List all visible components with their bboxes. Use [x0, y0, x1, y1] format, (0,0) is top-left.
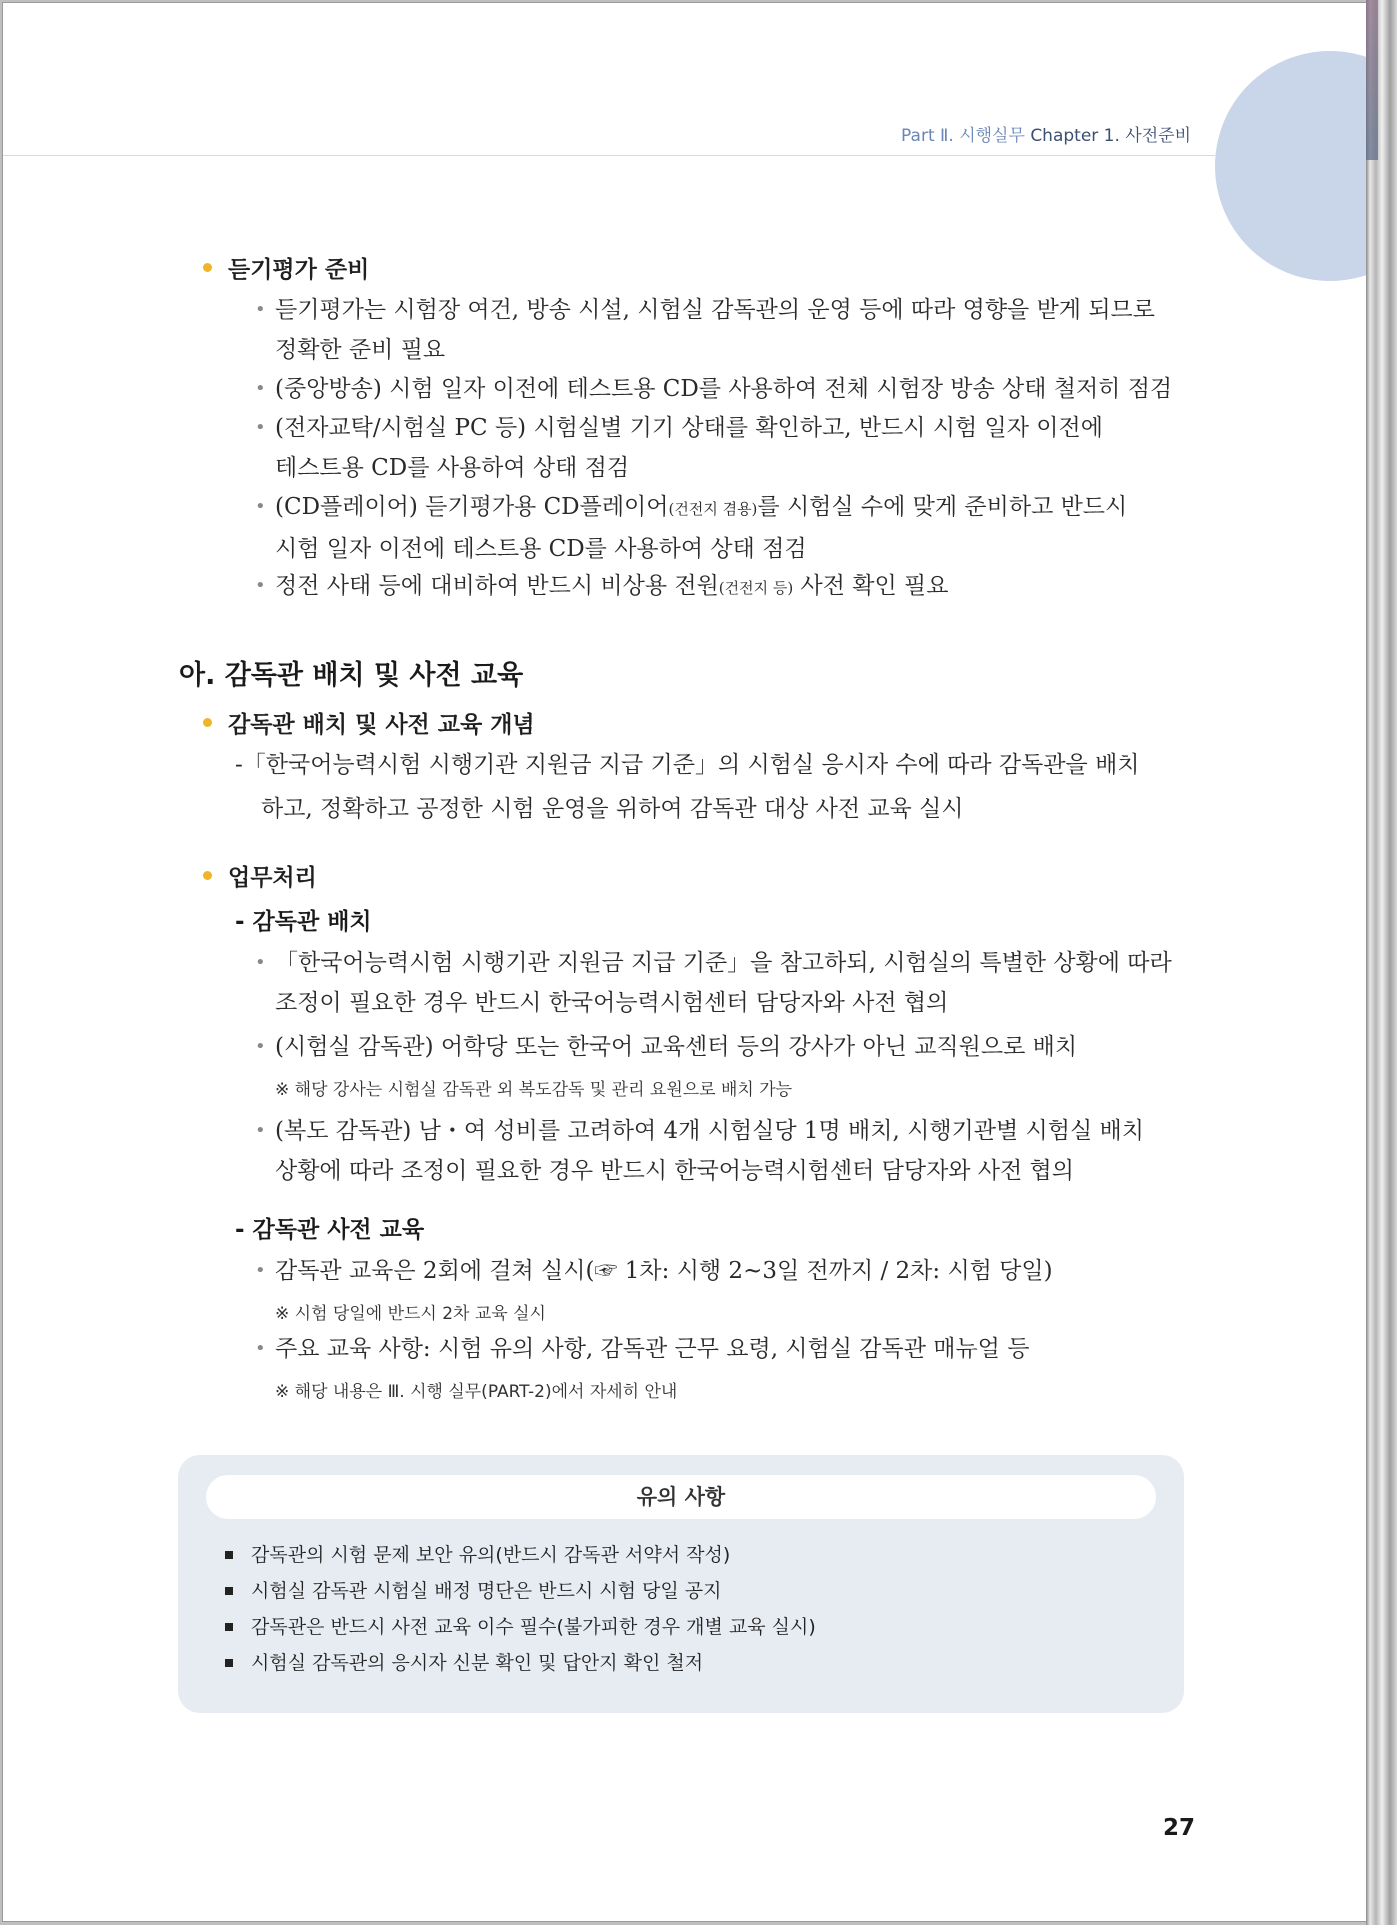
- notice-item: 시험실 감독관의 응시자 신분 확인 및 답안지 확인 철저: [223, 1645, 816, 1681]
- list-item: • (복도 감독관) 남・여 성비를 고려하여 4개 시험실당 1명 배치, 시행기관별 시험실 배치 상황에 따라 조정이 필요한 경우 반드시 한국어능력시험센터 담당자와 사전 협의: [275, 1111, 1144, 1191]
- notice-item: 감독관은 반드시 사전 교육 이수 필수(불가피한 경우 개별 교육 실시): [223, 1609, 816, 1645]
- bullet-icon: •: [255, 575, 266, 596]
- list-item: • (중앙방송) 시험 일자 이전에 테스트용 CD를 사용하여 전체 시험장 방송 상태 철저히 점검: [275, 369, 1172, 409]
- notice-list: [223, 1537, 816, 1681]
- page-number: 27: [1163, 1815, 1196, 1841]
- listening-heading: 듣기평가 준비: [203, 251, 369, 284]
- bullet-icon: •: [255, 417, 266, 438]
- concept-text: -「한국어능력시험 시행기관 지원금 지급 기준」의 시험실 응시자 수에 따라 감독관을 배치 하고, 정확하고 공정한 시험 운영을 위하여 감독관 대상 사전 교육 실시: [235, 752, 1140, 822]
- list-item: • (시험실 감독관) 어학당 또는 한국어 교육센터 등의 강사가 아닌 교직원으로 배치: [275, 1027, 1077, 1067]
- header-part-name: 시행실무: [959, 126, 1025, 146]
- bullet-icon: •: [255, 299, 266, 320]
- header-divider: [3, 155, 1215, 156]
- list-item: • 「한국어능력시험 시행기관 지원금 지급 기준」을 참고하되, 시험실의 특별한 상황에 따라 조정이 필요한 경우 반드시 한국어능력시험센터 담당자와 사전 협의: [275, 943, 1172, 1023]
- bullet-dot-icon: [203, 718, 212, 727]
- header-part: Part Ⅱ.: [901, 126, 954, 146]
- decorative-circle: [1215, 51, 1367, 281]
- list-item: • 감독관 교육은 2회에 걸쳐 실시(☞ 1차: 시행 2~3일 전까지 / 2차: 시험 당일): [275, 1251, 1053, 1291]
- note-text: ※ 해당 강사는 시험실 감독관 외 복도감독 및 관리 요원으로 배치 가능: [275, 1080, 793, 1100]
- bullet-icon: •: [255, 496, 266, 517]
- bullet-icon: •: [255, 1338, 266, 1359]
- notice-item: 감독관의 시험 문제 보안 유의(반드시 감독관 서약서 작성): [223, 1537, 816, 1573]
- notice-title: 유의 사항: [206, 1475, 1156, 1519]
- running-header: [901, 121, 1191, 146]
- bullet-dot-icon: [203, 263, 212, 272]
- bullet-icon: •: [255, 1120, 266, 1141]
- header-chapter: Chapter 1. 사전준비: [1030, 126, 1191, 146]
- list-item: • (전자교탁/시험실 PC 등) 시험실별 기기 상태를 확인하고, 반드시 시험 일자 이전에 테스트용 CD를 사용하여 상태 점검: [275, 408, 1103, 488]
- concept-heading: 감독관 배치 및 사전 교육 개념: [203, 706, 535, 739]
- note-text: ※ 시험 당일에 반드시 2차 교육 실시: [275, 1304, 546, 1324]
- spine-accent-strip: [1366, 0, 1378, 160]
- document-page: [2, 2, 1367, 1922]
- notice-box: [178, 1455, 1184, 1713]
- bullet-icon: •: [255, 378, 266, 399]
- book-spine-edge: [1366, 0, 1397, 1925]
- list-item: • (CD플레이어) 듣기평가용 CD플레이어(건전지 겸용)를 시험실 수에 맞게 준비하고 반드시 시험 일자 이전에 테스트용 CD를 사용하여 상태 점검: [275, 487, 1127, 569]
- list-item: • 듣기평가는 시험장 여건, 방송 시설, 시험실 감독관의 운영 등에 따라 영향을 받게 되므로 정확한 준비 필요: [275, 290, 1155, 370]
- bullet-dot-icon: [203, 871, 212, 880]
- note-text: ※ 해당 내용은 Ⅲ. 시행 실무(PART-2)에서 자세히 안내: [275, 1382, 678, 1402]
- bullet-icon: •: [255, 952, 266, 973]
- bullet-icon: •: [255, 1036, 266, 1057]
- placement-heading: - 감독관 배치: [235, 909, 372, 935]
- list-item: • 정전 사태 등에 대비하여 반드시 비상용 전원(건전지 등) 사전 확인 필요: [275, 566, 948, 608]
- work-heading: 업무처리: [203, 859, 317, 892]
- list-item: • 주요 교육 사항: 시험 유의 사항, 감독관 근무 요령, 시험실 감독관 매뉴얼 등: [275, 1329, 1029, 1369]
- training-heading: - 감독관 사전 교육: [235, 1217, 425, 1243]
- bullet-icon: •: [255, 1260, 266, 1281]
- notice-item: 시험실 감독관 시험실 배정 명단은 반드시 시험 당일 공지: [223, 1573, 816, 1609]
- section-title: 아. 감독관 배치 및 사전 교육: [179, 660, 524, 691]
